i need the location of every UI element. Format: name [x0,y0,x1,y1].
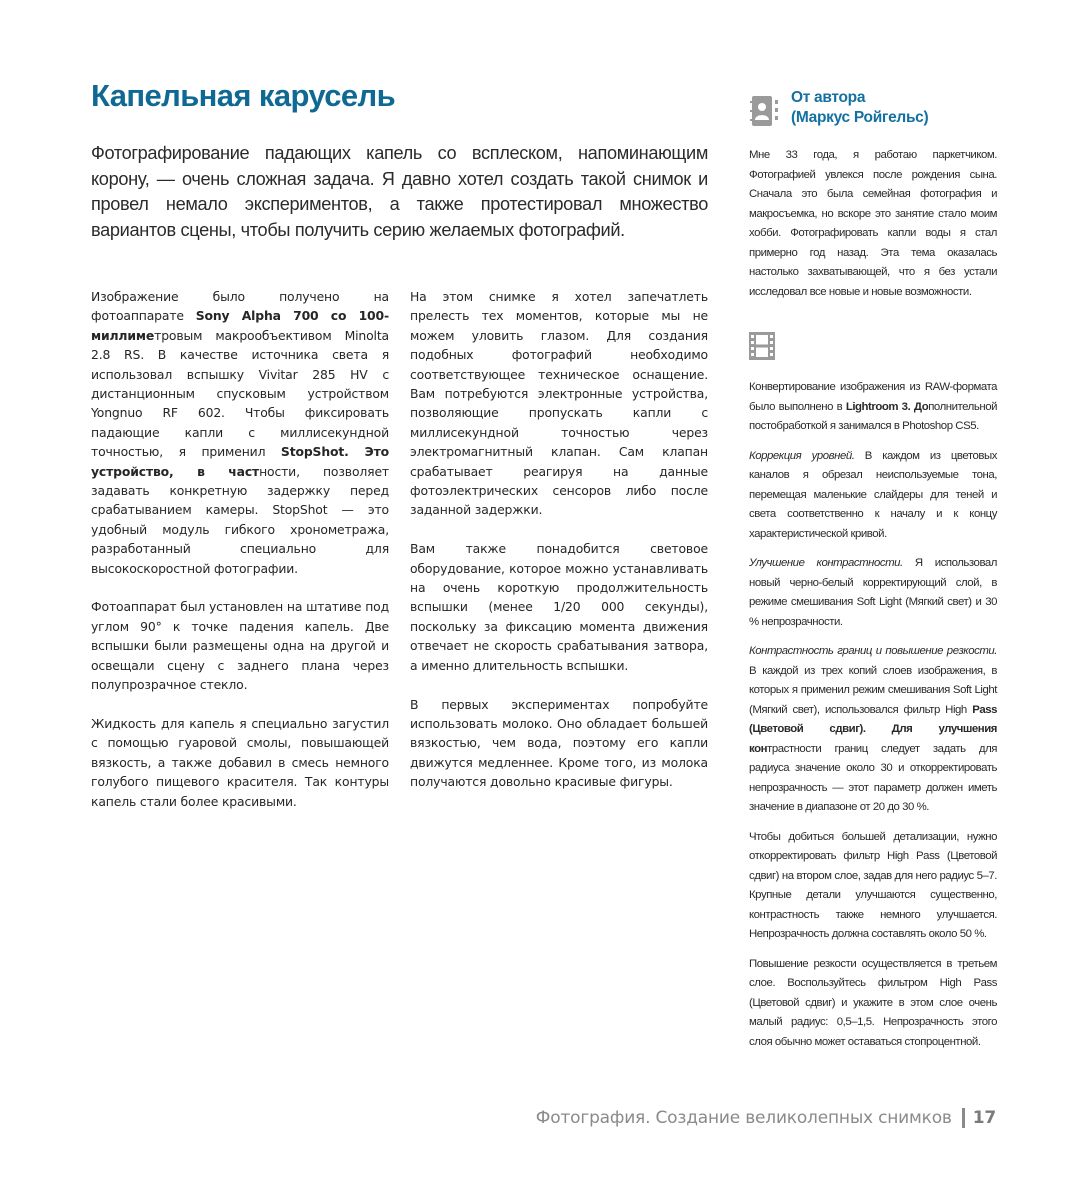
paragraph: На этом снимке я хотел запечатлеть прелесть тех моментов, которые мы не можем уловить глазом. Для создания подобных фотографий необходимо соответствующее техническое оснащение. Вам потребуются электронные устройства, позволяющие пропускать капли с миллисекундной точностью через электромагнитный клапан. Сам клапан срабатывает реагируя на данные фотоэлектрических сенсоров либо после заданной задержки. [410,289,708,518]
text-column-1 [91,287,389,830]
bold-text: StopShot. Это устройство, в част [91,444,389,479]
edges-note [749,642,997,818]
paragraph: Повышение резкости осуществляется в третьем слое. Воспользуйтесь фильтром High Pass (Цветовой сдвиг) и укажите в этом слое очень малый радиус: 0,5–1,5. Непрозрачность этого слоя обычно может оставаться стопроцентной. [749,957,997,1048]
paragraph [749,447,997,545]
italic-label: Улучшение контрастности. [749,557,903,569]
book-title: Фотография. Создание великолепных снимков [535,1108,952,1128]
paragraph: В первых экспериментах попробуйте использовать молоко. Оно обладает большей вязкостью, чем вода, поэтому его капли движутся медленнее. Кроме того, из молока получаются довольно красивые фигуры. [410,696,708,790]
italic-label: Контрастность границ и повышение резкости. [749,645,997,657]
paragraph: Чтобы добиться большей детализации, нужно откорректировать фильтр High Pass (Цветовой сдвиг) на втором слое, задав для него радиус 5–7. Крупные детали улучшаются существенно, контрастность также немного улучшается. Непрозрачность должна составлять около 50 %. [749,830,997,940]
paragraph [91,287,389,578]
article-lead: Фотографирование падающих капель со всплеском, напоминающим корону, — очень сложная задача. Я давно хотел создать такой снимок и провел немало экспериментов, а также протестировал множество вариантов сцены, чтобы получить серию желаемых фотографий. [91,143,708,240]
paragraph [749,642,997,818]
paragraph: Жидкость для капель я специально загустил с помощью гуаровой смолы, повышающей вязкость, а также добавил в смесь немного голубого пищевого красителя. Так контуры капель стали более красивыми. [91,715,389,809]
author-title-line2: (Маркус Ройгельс) [791,109,929,126]
raw-conversion-note [749,378,997,437]
italic-label: Коррекция уровней. [749,449,855,462]
author-title-line1: От автора [791,89,866,106]
text-span: ности, позволяет задавать конкретную задержку перед срабатыванием камеры. StopShot — это удобный модуль гибкого хронометража, разработанный специально для высокоскоростной фотографии. [91,463,389,576]
text-span: В каждом из цветовых каналов я обрезал неиспользуемые тона, перемещая маленькие слайдеры для теней и света соответственно к началу и к концу характеристической кривой. [749,449,998,540]
bold-text: Lightroom 3. До [845,400,929,413]
paragraph: Вам также понадобится световое оборудование, которое можно устанавливать на очень короткую продолжительность вспышки (менее 1/20 000 секунды), поскольку за фиксацию момента движения отвечает не скорость срабатывания затвора, а именно длительность вспышки. [410,541,708,673]
address-book-icon [749,94,781,128]
text-span: тровым макрообъективом Minolta 2.8 RS. В качестве источника света я использовал вспышку Vivitar 285 HV с дистанционным спусковым устройством Yongnuo RF 602. Чтобы фиксировать падающие капли с миллисекундной точностью, я применил [91,327,389,460]
author-heading [749,88,997,128]
contrast-note [749,554,997,632]
bold-text: Sony Alpha 700 со 100-миллиме [91,308,389,343]
paragraph: Фотоаппарат был установлен на штативе под углом 90° к точке падения капель. Две вспышки были размещены одна на другой и освещали сцену с заднего плана через полупрозрачное стекло. [91,599,389,693]
text-span: Конвертирование изображения из RAW-формата было выполнено в [749,381,997,413]
detail-note [749,828,997,945]
author-title [791,88,928,128]
sharpen-note [749,955,997,1053]
text-span: Изображение было получено на фотоаппарате [91,289,389,324]
text-span: трастности границ следует задать для радиуса значение около 30 и откорректировать непрозрачность — этот параметр должен иметь значение в диапазоне от 20 до 30 %. [749,742,997,813]
text-span: В каждой из трех копий слоев изображения, в которых я применил режим смешивания Soft Light (Мягкий свет), использовался фильтр High [749,664,997,716]
sidebar [749,88,997,1062]
article-title: Капельная карусель [91,78,396,113]
paragraph [749,378,997,437]
page-number: 17 [972,1108,996,1128]
page-footer [536,1108,996,1128]
bold-text: Pass (Цветовой сдвиг). Для улучшения кон [749,703,997,755]
author-bio: Мне 33 года, я работаю паркетчиком. Фотографией увлекся после рождения сына. Сначала это была семейная фотография и макросъемка, но вскоре это занятие стало моим хобби. Фотографировать капли воды я стал примерно год назад. Эта тема оказалась настолько захватывающей, что я без устали исследовал все новые и новые возможности. [749,149,997,298]
text-column-2 [410,287,708,811]
text-span: Я использовал новый черно-белый корректирующий слой, в режиме смешивания Soft Light (Мягкий свет) и 30 % непрозрачности. [749,557,998,628]
paragraph [749,554,997,632]
footer-separator [962,1108,965,1128]
text-span: полнительной постобработкой я занимался в Photoshop CS5. [749,400,997,432]
levels-note [749,447,997,545]
film-strip-icon [749,332,775,360]
